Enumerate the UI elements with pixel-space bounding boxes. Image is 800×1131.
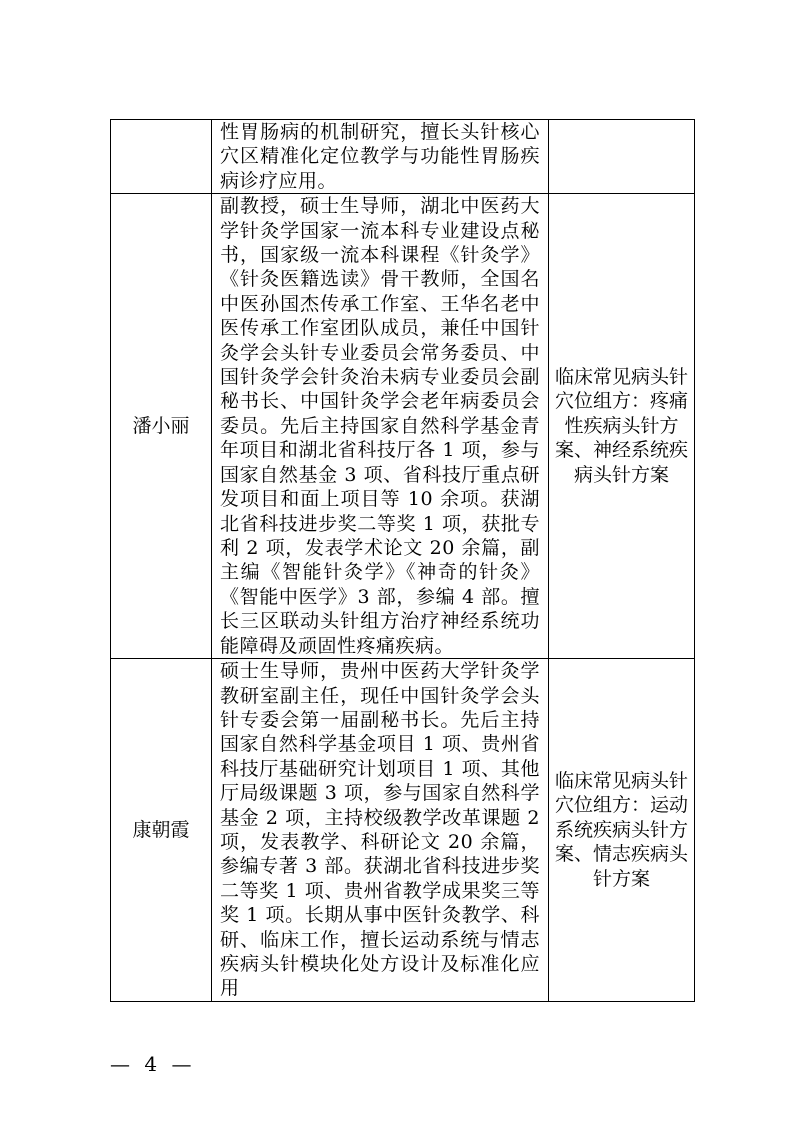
faculty-table — [110, 119, 695, 1002]
table-row — [111, 658, 695, 1001]
bio-cell — [212, 194, 549, 659]
name-cell: 潘小丽 — [111, 194, 212, 659]
topic-cell: 临床常见病头针穴位组方：运动系统疾病头针方案、情志疾病头针方案 — [549, 658, 695, 1001]
bio-text: 性胃肠病的机制研究，擅长头针核心穴区精准化定位教学与功能性胃肠疾病诊疗应用。 — [220, 121, 540, 192]
bio-cell — [212, 120, 549, 194]
bio-cell — [212, 658, 549, 1001]
bio-text: 硕士生导师，贵州中医药大学针灸学教研室副主任，现任中国针灸学会头针专委会第一届副秘书长。先后主持国家自然科学基金项目 1 项、贵州省科技厅基础研究计划项目 1 项、其他厅局级课题 3 项，参与国家自然科学基金 2 项，主持校级教学改革课题 2 项，发表教学、科研论文 20 余篇，参编专著 3 部。获湖北省科技进步奖二等奖 1 项、贵州省教学成果奖三等奖 1 项。长期从事中医针灸教学、科研、临床工作，擅长运动系统与情志疾病头针模块化处方设计及标准化应用 — [220, 660, 540, 1000]
table-row — [111, 194, 695, 659]
bio-text: 副教授，硕士生导师，湖北中医药大学针灸学国家一流本科专业建设点秘书，国家级一流本科课程《针灸学》《针灸医籍选读》骨干教师，全国名中医孙国杰传承工作室、王华名老中医传承工作室团队成员，兼任中国针灸学会头针专业委员会常务委员、中国针灸学会针灸治未病专业委员会副秘书长、中国针灸学会老年病委员会委员。先后主持国家自然科学基金青年项目和湖北省科技厅各 1 项，参与国家自然基金 3 项、省科技厅重点研发项目和面上项目等 10 余项。获湖北省科技进步奖二等奖 1 项，获批专利 2 项，发表学术论文 20 余篇，副主编《智能针灸学》《神奇的针灸》《智能中医学》3 部，参编 4 部。擅长三区联动头针组方治疗神经系统功能障碍及顽固性疼痛疾病。 — [220, 195, 540, 657]
name-cell: 康朝霞 — [111, 658, 212, 1001]
page-number: — 4 — — [110, 1052, 196, 1076]
table-row — [111, 120, 695, 194]
topic-cell — [549, 120, 695, 194]
name-cell — [111, 120, 212, 194]
topic-cell: 临床常见病头针穴位组方：疼痛性疾病头针方案、神经系统疾病头针方案 — [549, 194, 695, 659]
